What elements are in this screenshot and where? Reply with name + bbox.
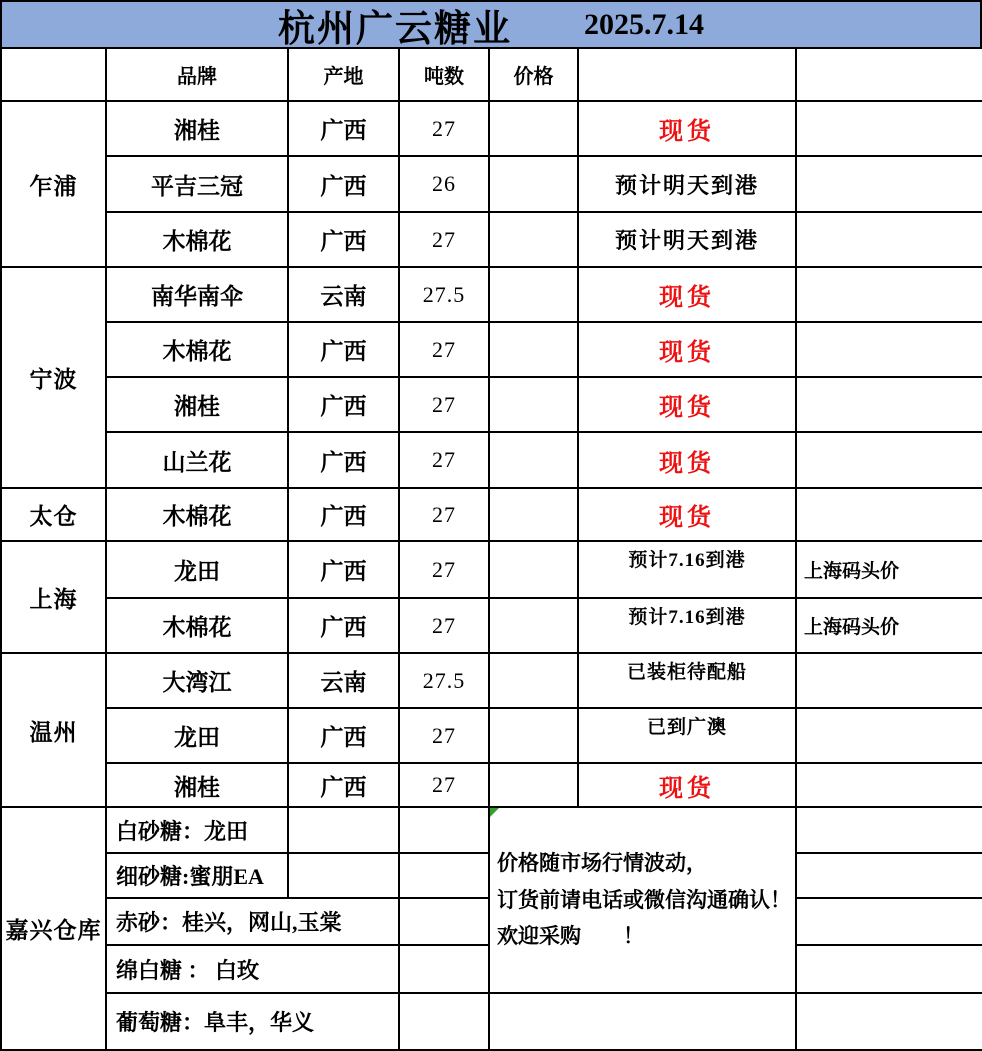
empty-cell: [489, 993, 796, 1050]
empty-cell: [288, 853, 399, 898]
location-cell: 嘉兴仓库: [1, 807, 106, 1050]
note-cell: [796, 853, 982, 898]
notice-line: 订货前请电话或微信沟通确认！: [497, 887, 791, 912]
note-cell: [796, 993, 982, 1050]
brand-cell: 湘桂: [106, 377, 288, 432]
table-row: [1, 993, 982, 1050]
note-cell: [796, 708, 982, 763]
column-header-brand: 品牌: [106, 48, 288, 101]
location-cell: 温州: [1, 653, 106, 807]
table-row: [1, 156, 982, 212]
origin-cell: 广西: [288, 101, 399, 156]
price-table: [0, 47, 982, 1051]
price-cell: [489, 708, 578, 763]
brand-cell: 湘桂: [106, 763, 288, 807]
origin-cell: 云南: [288, 653, 399, 708]
note-cell: [796, 212, 982, 267]
table-row: [1, 267, 982, 322]
note-cell: [796, 488, 982, 541]
brand-cell: 湘桂: [106, 101, 288, 156]
title-bar: [0, 0, 982, 50]
price-cell: [489, 322, 578, 377]
table-row: [1, 101, 982, 156]
warehouse-item-cell: 绵白糖 ： 白玫: [106, 945, 399, 993]
table-row: [1, 377, 982, 432]
company-title: 杭州广云糖业: [278, 8, 512, 50]
origin-cell: 广西: [288, 212, 399, 267]
tons-cell: 27.5: [399, 267, 489, 322]
price-cell: [489, 653, 578, 708]
empty-cell: [399, 807, 489, 853]
warehouse-item-cell: 细砂糖:蜜朋EA: [106, 853, 288, 898]
table-row: [1, 212, 982, 267]
table-row: [1, 598, 982, 653]
note-cell: 上海码头价: [796, 598, 982, 653]
origin-cell: 广西: [288, 541, 399, 598]
table-row: [1, 541, 982, 598]
brand-cell: 南华南伞: [106, 267, 288, 322]
status-cell: 已装柜待配船: [578, 653, 796, 708]
status-cell: 现货: [578, 377, 796, 432]
price-cell: [489, 432, 578, 488]
tons-cell: 27: [399, 212, 489, 267]
status-cell: 预计7.16到港: [578, 598, 796, 653]
status-cell: 现货: [578, 432, 796, 488]
note-cell: [796, 101, 982, 156]
status-cell: 现货: [578, 763, 796, 807]
corner-cell: [1, 48, 106, 101]
table-row: [1, 322, 982, 377]
column-header-price: 价格: [489, 48, 578, 101]
column-header-origin: 产地: [288, 48, 399, 101]
origin-cell: 广西: [288, 488, 399, 541]
price-cell: [489, 763, 578, 807]
status-cell: 预计7.16到港: [578, 541, 796, 598]
note-cell: [796, 807, 982, 853]
warehouse-item-cell: 赤砂：桂兴，网山,玉棠: [106, 898, 399, 945]
origin-cell: 云南: [288, 267, 399, 322]
warehouse-item-cell: 白砂糖：龙田: [106, 807, 288, 853]
sheet-date: 2025.7.14: [584, 7, 704, 41]
price-cell: [489, 377, 578, 432]
location-cell: 乍浦: [1, 101, 106, 267]
price-cell: [489, 212, 578, 267]
note-cell: [796, 322, 982, 377]
note-cell: [796, 898, 982, 945]
empty-cell: [399, 993, 489, 1050]
status-cell: 现货: [578, 322, 796, 377]
status-cell: 现货: [578, 488, 796, 541]
tons-cell: 27: [399, 488, 489, 541]
tons-cell: 27: [399, 598, 489, 653]
location-cell: 上海: [1, 541, 106, 653]
price-cell: [489, 598, 578, 653]
brand-cell: 木棉花: [106, 598, 288, 653]
note-cell: [796, 432, 982, 488]
column-header-note: [796, 48, 982, 101]
note-cell: [796, 763, 982, 807]
price-cell: [489, 101, 578, 156]
status-cell: 已到广澳: [578, 708, 796, 763]
origin-cell: 广西: [288, 598, 399, 653]
brand-cell: 龙田: [106, 708, 288, 763]
empty-cell: [399, 853, 489, 898]
tons-cell: 27: [399, 377, 489, 432]
notice-line: 价格随市场行情波动，: [497, 850, 707, 875]
note-cell: [796, 267, 982, 322]
price-cell: [489, 541, 578, 598]
empty-cell: [288, 807, 399, 853]
tons-cell: 27: [399, 763, 489, 807]
note-cell: [796, 653, 982, 708]
brand-cell: 木棉花: [106, 488, 288, 541]
note-cell: [796, 377, 982, 432]
origin-cell: 广西: [288, 763, 399, 807]
price-cell: [489, 156, 578, 212]
table-row: [1, 763, 982, 807]
brand-cell: 龙田: [106, 541, 288, 598]
note-cell: [796, 156, 982, 212]
brand-cell: 平吉三冠: [106, 156, 288, 212]
location-cell: 宁波: [1, 267, 106, 488]
tons-cell: 27: [399, 708, 489, 763]
origin-cell: 广西: [288, 322, 399, 377]
notice-cell: [489, 807, 796, 993]
tons-cell: 27.5: [399, 653, 489, 708]
brand-cell: 木棉花: [106, 212, 288, 267]
origin-cell: 广西: [288, 377, 399, 432]
table-row: [1, 432, 982, 488]
table-row: [1, 48, 982, 101]
empty-cell: [399, 945, 489, 993]
note-cell: 上海码头价: [796, 541, 982, 598]
tons-cell: 27: [399, 432, 489, 488]
origin-cell: 广西: [288, 156, 399, 212]
table-row: [1, 488, 982, 541]
tons-cell: 27: [399, 101, 489, 156]
table-row: [1, 807, 982, 853]
origin-cell: 广西: [288, 708, 399, 763]
column-header-status: [578, 48, 796, 101]
tons-cell: 27: [399, 322, 489, 377]
cell-error-marker-icon: [490, 808, 499, 817]
tons-cell: 26: [399, 156, 489, 212]
price-cell: [489, 488, 578, 541]
note-cell: [796, 945, 982, 993]
table-row: [1, 653, 982, 708]
price-cell: [489, 267, 578, 322]
status-cell: 现货: [578, 267, 796, 322]
notice-line: 欢迎采购 ！: [497, 924, 644, 949]
status-cell: 现货: [578, 101, 796, 156]
brand-cell: 大湾江: [106, 653, 288, 708]
status-cell: 预计明天到港: [578, 212, 796, 267]
status-cell: 预计明天到港: [578, 156, 796, 212]
brand-cell: 木棉花: [106, 322, 288, 377]
origin-cell: 广西: [288, 432, 399, 488]
tons-cell: 27: [399, 541, 489, 598]
empty-cell: [399, 898, 489, 945]
location-cell: 太仓: [1, 488, 106, 541]
table-row: [1, 708, 982, 763]
brand-cell: 山兰花: [106, 432, 288, 488]
column-header-tons: 吨数: [399, 48, 489, 101]
warehouse-item-cell: 葡萄糖：阜丰，华义: [106, 993, 399, 1050]
